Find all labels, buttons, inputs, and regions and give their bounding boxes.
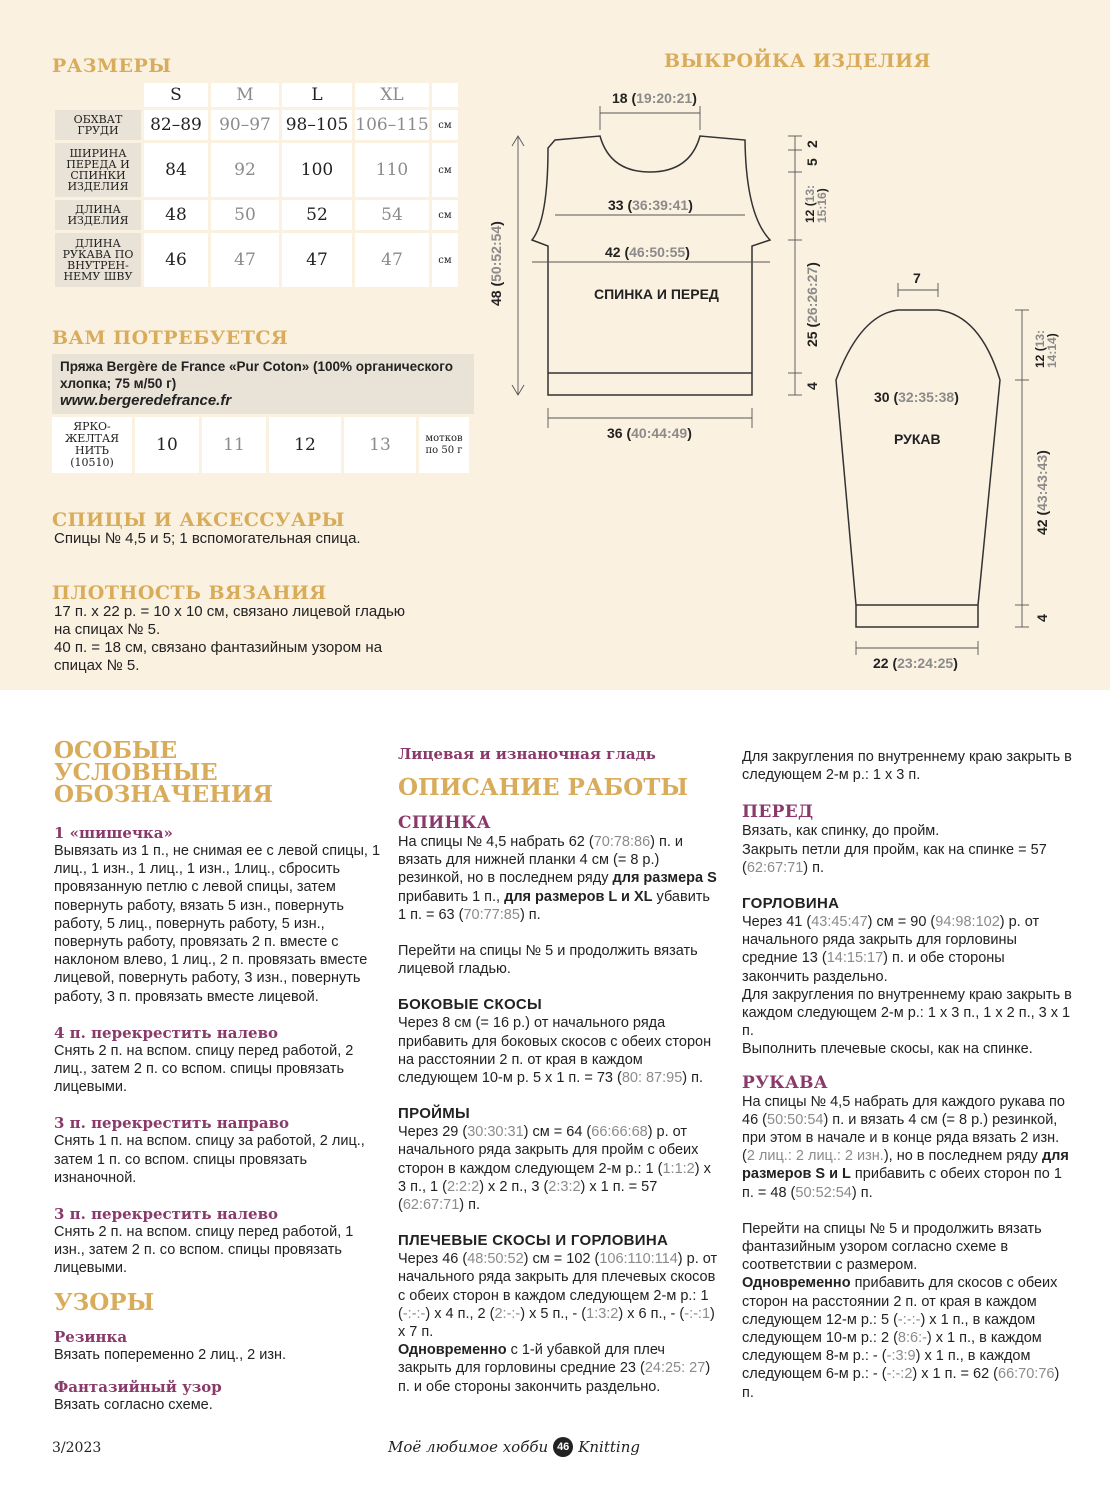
table-cell: 84 xyxy=(144,143,208,197)
sleeves-text-2: Перейти на спицы № 5 и продолжить вязать фантазийным узором согласно схеме в соответствии с размером. Одновременно прибавить для скосов с обеих сторон на расстоянии 2 п. от края в каждом следующем 12-м р.: 5 (-:-:-) х 1 п., в каждом следующем 10-м р.: 2 (8:6:-) х 1 п., в каждом следующем 8-м р.: - (-:3:9) х 1 п., в каждом следующем 6-м р.: - (-:-:2) х 1 п. = 62 (66:70:76) п. xyxy=(742,1220,1060,1401)
sleeve-outline xyxy=(836,310,1000,627)
shoulder-neck-text: Через 46 (48:50:52) см = 102 (106:110:114) р. от начального ряда закрыть для плечевых скосов с обеих сторон в каждом следующем 2-м р.: 1 (-:-:-) х 4 п., 2 (2:-:-) х 5 п., - (1:3:2) х 6 п., - (-:-:1) х 7 п. Одновременно с 1-й убавкой для плеч закрыть для горловины средние 23 (24:25: 27) п. и обе стороны закончить раздельно. xyxy=(398,1251,718,1395)
table-cell: 47 xyxy=(282,233,352,287)
front-heading: ПЕРЕД xyxy=(742,802,814,823)
side-shaping-text: Через 8 см (= 16 р.) от начального ряда прибавить для боковых скосов с обеих сторон на расстоянии 2 п. от края в каждом следующем 10-м р. 5 х 1 п. = 73 (80: 87:95) п. xyxy=(398,1015,712,1087)
legend-item-text: Снять 2 п. на вспом. спицу перед работой, 1 изн., затем 2 п. со вспом. спицы провязать лицевыми. xyxy=(54,1224,354,1277)
neck-rounding-text: Для закругления по внутреннему краю закрыть в следующем 2-м р.: 1 х 3 п. xyxy=(742,749,1072,784)
legend-item-text: Снять 2 п. на вспом. спицу перед работой, 2 лиц., затем 2 п. со вспом. спицы провязать лицевыми. xyxy=(54,1042,354,1096)
page-number: 46 xyxy=(553,1437,573,1457)
table-cell: 46 xyxy=(144,233,208,287)
size-header-xl: XL xyxy=(355,83,429,107)
body-piece-label: СПИНКА И ПЕРЕД xyxy=(594,286,719,302)
neckline-text: Через 41 (43:45:47) см = 90 (94:98:102) р. от начального ряда закрыть для горловины средние 13 (14:15:17) п. и обе стороны закончить раздельно. Для закругления по внутреннему краю закрыть в каждом следующем 2-м р.: 1 х 3 п., 1 х 2 п., 3 х 1 п. Выполнить плечевые скосы, как на спинке. xyxy=(742,914,1072,1058)
pattern-heading: ВЫКРОЙКА ИЗДЕЛИЯ xyxy=(664,50,931,72)
row-label-sleeve: ДЛИНА РУКАВА ПО ВНУТРЕН-НЕМУ ШВУ xyxy=(55,233,141,287)
yarn-color-label: ЯРКО-ЖЕЛТАЯ НИТЬ (10510) xyxy=(52,417,132,473)
unit-cell: см xyxy=(432,233,458,287)
sleeve-top-label: 7 xyxy=(913,270,921,286)
size-header-s: S xyxy=(144,83,208,107)
table-cell: 98–105 xyxy=(282,110,352,140)
table-cell: 82–89 xyxy=(144,110,208,140)
unit-cell: см xyxy=(432,200,458,230)
instructions-column-3 xyxy=(742,748,1072,1402)
needles-heading: СПИЦЫ И АКСЕССУАРЫ xyxy=(52,509,346,531)
sleeve-piece-label: РУКАВ xyxy=(894,431,941,447)
fancy-text: Вязать согласно схеме. xyxy=(54,1396,213,1413)
table-cell: 12 xyxy=(269,417,341,473)
gauge-text: 17 п. х 22 р. = 10 х 10 см, связано лицевой гладью на спицах № 5. 40 п. = 18 см, связано фантазийным узором на спицах № 5. xyxy=(54,603,406,674)
table-cell: 92 xyxy=(211,143,279,197)
row-label-length: ДЛИНА ИЗДЕЛИЯ xyxy=(55,200,141,230)
armholes-heading: ПРОЙМЫ xyxy=(398,1105,471,1123)
needles-text: Спицы № 4,5 и 5; 1 вспомогательная спица. xyxy=(54,530,361,547)
sleeve-rib-label: 4 xyxy=(1034,614,1050,622)
size-header-m: M xyxy=(211,83,279,107)
side-shaping-heading: БОКОВЫЕ СКОСЫ xyxy=(398,996,543,1014)
armholes-text: Через 29 (30:30:31) см = 64 (66:66:68) р. от начального ряда закрыть для пройм с обеих сторон в каждом следующем 2-м р.: 1 (1:1:2) х 3 п., 1 (2:2:2) х 2 п., 3 (2:3:2) х 1 п. = 57 (62:67:71) п. xyxy=(398,1124,711,1214)
table-cell: 54 xyxy=(355,200,429,230)
total-length-label: 48 (50:52:54) xyxy=(488,221,504,306)
sleeve-length-label: 42 (43:43:43) xyxy=(1034,450,1050,535)
magazine-name: Моё любимое хобби xyxy=(388,1438,549,1456)
unit-cell: см xyxy=(432,110,458,140)
yarn-line-2: хлопка; 75 м/50 г) xyxy=(60,376,177,391)
rib-name: Резинка xyxy=(54,1327,128,1346)
legend-item-name: 3 п. перекрестить направо xyxy=(54,1114,290,1133)
table-cell: 52 xyxy=(282,200,352,230)
row-label-width: ШИРИНА ПЕРЕДА И СПИНКИ ИЗДЕЛИЯ xyxy=(55,143,141,197)
legend-column xyxy=(54,737,384,1414)
materials-heading: ВАМ ПОТРЕБУЕТСЯ xyxy=(52,327,289,349)
side-length-label: 25 (26:26:27) xyxy=(804,262,820,347)
size-header-l: L xyxy=(282,83,352,107)
table-cell: 110 xyxy=(355,143,429,197)
stockinette-heading: Лицевая и изнаночная гладь xyxy=(398,745,656,763)
gauge-heading: ПЛОТНОСТЬ ВЯЗАНИЯ xyxy=(52,582,327,604)
sleeves-heading: РУКАВА xyxy=(742,1072,828,1093)
body-rib-label: 4 xyxy=(804,382,820,390)
patterns-heading: УЗОРЫ xyxy=(54,1288,155,1316)
neckline-heading: ГОРЛОВИНА xyxy=(742,895,840,913)
armhole-label: 12 (13: 15:16) xyxy=(803,184,829,223)
hem-width-label: 36 (40:44:49) xyxy=(607,425,692,441)
section-name: Knitting xyxy=(578,1438,640,1456)
work-description-heading: ОПИСАНИЕ РАБОТЫ xyxy=(398,774,688,801)
cuff-width-label: 22 (23:24:25) xyxy=(873,655,958,671)
table-cell: 47 xyxy=(355,233,429,287)
table-cell: 10 xyxy=(135,417,199,473)
legend-heading: ОСОБЫЕ УСЛОВНЫЕ ОБОЗНАЧЕНИЯ xyxy=(54,737,274,808)
legend-item-name: 1 «шишечка» xyxy=(54,824,173,842)
page-footer xyxy=(388,1437,640,1457)
instructions-column xyxy=(398,745,722,1396)
rib-text: Вязать попеременно 2 лиц., 2 изн. xyxy=(54,1346,286,1363)
table-cell: 11 xyxy=(202,417,266,473)
table-cell: 47 xyxy=(211,233,279,287)
neck-drop-2-label: 5 xyxy=(804,158,820,166)
legend-item-name: 3 п. перекрестить налево xyxy=(54,1205,278,1224)
pattern-diagram xyxy=(0,0,1110,690)
front-text: Вязать, как спинку, до пройм. Закрыть петли для пройм, как на спинке = 57 (62:67:71) п. xyxy=(742,823,1047,876)
table-cell: 13 xyxy=(344,417,416,473)
shoulder-neck-heading: ПЛЕЧЕВЫЕ СКОСЫ И ГОРЛОВИНА xyxy=(398,1232,669,1250)
sleeve-width-label: 30 (32:35:38) xyxy=(874,389,959,405)
legend-item-text: Снять 1 п. на вспом. спицу за работой, 2 лиц., затем 1 п. со вспом. спицы провязать изнаночной. xyxy=(54,1133,365,1186)
table-cell: 48 xyxy=(144,200,208,230)
table-cell: 50 xyxy=(211,200,279,230)
issue-number: 3/2023 xyxy=(52,1440,102,1456)
unit-cell: мотков по 50 г xyxy=(419,417,469,473)
table-cell: 106–115 xyxy=(355,110,429,140)
body-outline xyxy=(532,136,770,395)
shoulder-width-label: 33 (36:39:41) xyxy=(608,197,693,213)
chest-width-label: 42 (46:50:55) xyxy=(605,244,690,260)
row-label-chest: ОБХВАТ ГРУДИ xyxy=(55,110,141,140)
sleeve-cap-label: 12 (13: 14:14) xyxy=(1033,329,1059,368)
neck-width-label: 18 (19:20:21) xyxy=(612,90,697,106)
back-text-2: Перейти на спицы № 5 и продолжить вязать лицевой гладью. xyxy=(398,943,698,978)
unit-cell: см xyxy=(432,143,458,197)
neck-drop-1-label: 2 xyxy=(804,140,820,148)
back-heading: СПИНКА xyxy=(398,813,491,833)
sizes-heading: РАЗМЕРЫ xyxy=(52,55,172,77)
table-cell: 100 xyxy=(282,143,352,197)
legend-item-text: Вывязать из 1 п., не снимая ее с левой спицы, 1 лиц., 1 изн., 1 лиц., 1 изн., 1лиц., сбросить провязанную петлю с левой спицы, затем повернуть работу, вязать 5 изн., повернуть работу, 5 лиц., повернуть работу, 5 изн., повернуть работу, провязать 2 п. вместе с наклоном влево, 1 лиц., 2 п. провязать вместе лицевой, повернуть работу, 3 изн., повернуть работу, 3 п. провязать вместе лицевой. xyxy=(54,843,381,1005)
sleeves-text: На спицы № 4,5 набрать для каждого рукава по 46 (50:50:54) п. и вязать 4 см (= 8 р.) резинкой, при этом в начале и в конце ряда вязать 2 изн. (2 лиц.: 2 лиц.: 2 изн.), но в последнем ряду для размеров S и L прибавить с обеих сторон по 1 п. = 48 (50:52:54) п. xyxy=(742,1093,1069,1201)
table-cell: 90–97 xyxy=(211,110,279,140)
legend-item-name: 4 п. перекрестить налево xyxy=(54,1023,278,1042)
yarn-url-link[interactable]: www.bergeredefrance.fr xyxy=(60,392,232,409)
fancy-name: Фантазийный узор xyxy=(54,1377,222,1396)
yarn-line-1: Пряжа Bergère de France «Pur Coton» (100% органического xyxy=(60,359,453,374)
back-text: На спицы № 4,5 набрать 62 (70:78:86) п. и вязать для нижней планки 4 см (= 8 р.) резинкой, но в последнем ряду для размера S прибавить 1 п., для размеров L и XL убавить 1 п. = 63 (70:77:85) п. xyxy=(398,834,717,923)
